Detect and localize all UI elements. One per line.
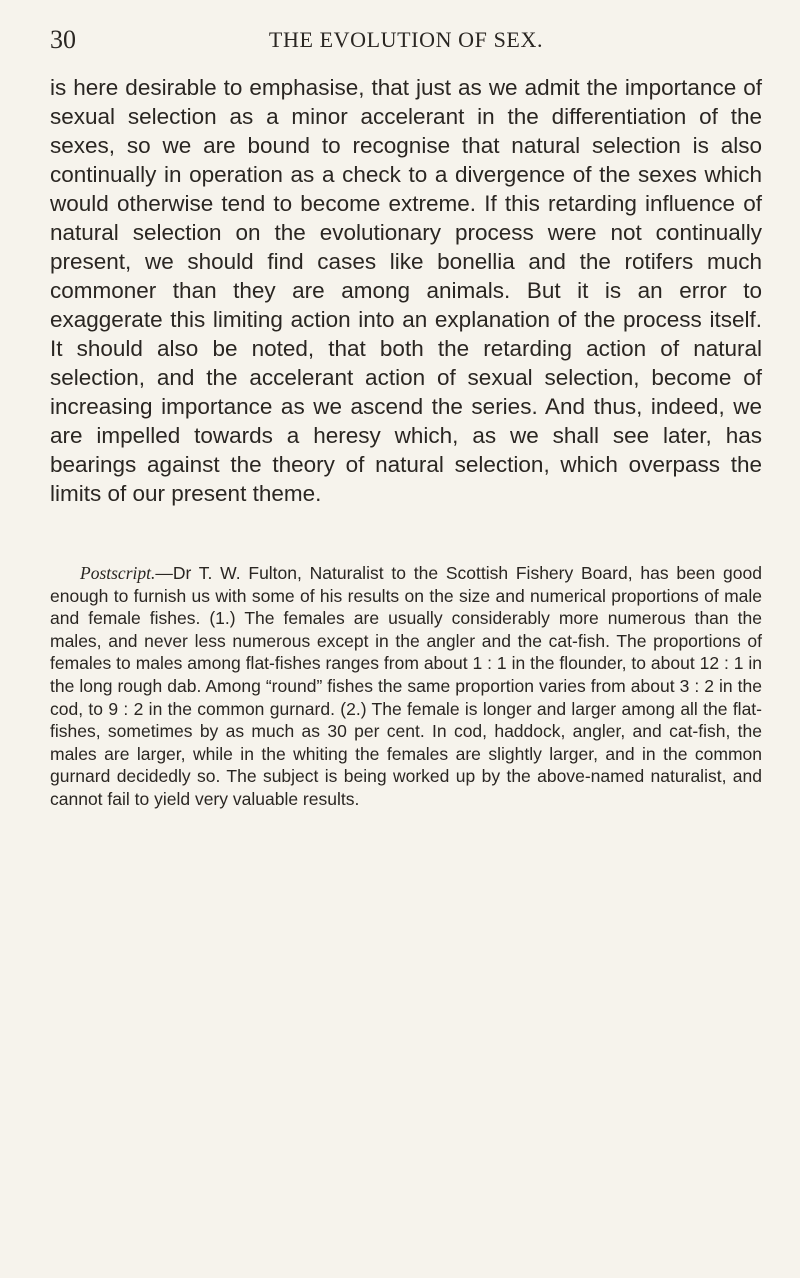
postscript-label: Postscript. (80, 563, 156, 583)
running-title: THE EVOLUTION OF SEX. (268, 27, 544, 52)
body-paragraph: is here desirable to emphasise, that just as we admit the importance of sexual selection as a minor accelerant in the differentiation of the sexes, so we are bound to recognise that natural selection is also continually in operation as a check to a divergence of the sexes which would otherwise tend to become extreme. If this retarding influence of natural selection on the evolutionary process were not continually present, we should find cases like bonellia and the rotifers much commoner than they are among animals. But it is an error to exaggerate this limiting action into an explanation of the process itself. It should also be noted, that both the retarding action of natural selection, and the accelerant action of sexual selection, become of increasing importance as we ascend the series. And thus, indeed, we are impelled towards a heresy which, as we shall see later, has bearings against the theory of natural selection, which overpass the limits of our present theme. (50, 75, 762, 506)
page-header (50, 20, 762, 60)
page-number: 30 (50, 25, 76, 54)
postscript-paragraph (50, 562, 762, 811)
postscript-text: —Dr T. W. Fulton, Naturalist to the Scottish Fishery Board, has been good enough to furnish us with some of his results on the size and numerical proportions of male and female fishes. (1.) The females are usually considerably more numerous than the males, and never less numerous except in the angler and the cat-fish. The proportions of females to males among flat-fishes ranges from about 1 : 1 in the flounder, to about 12 : 1 in the long rough dab. Among “round” fishes the same proportion varies from about 3 : 2 in the cod, to 9 : 2 in the common gurnard. (2.) The female is longer and larger among all the flat-fishes, sometimes by as much as 30 per cent. In cod, haddock, angler, and cat-fish, the males are larger, while in the whiting the females are slightly larger, and in the common gurnard decidedly so. The subject is being worked up by the above-named naturalist, and cannot fail to yield very valuable results. (50, 563, 762, 809)
